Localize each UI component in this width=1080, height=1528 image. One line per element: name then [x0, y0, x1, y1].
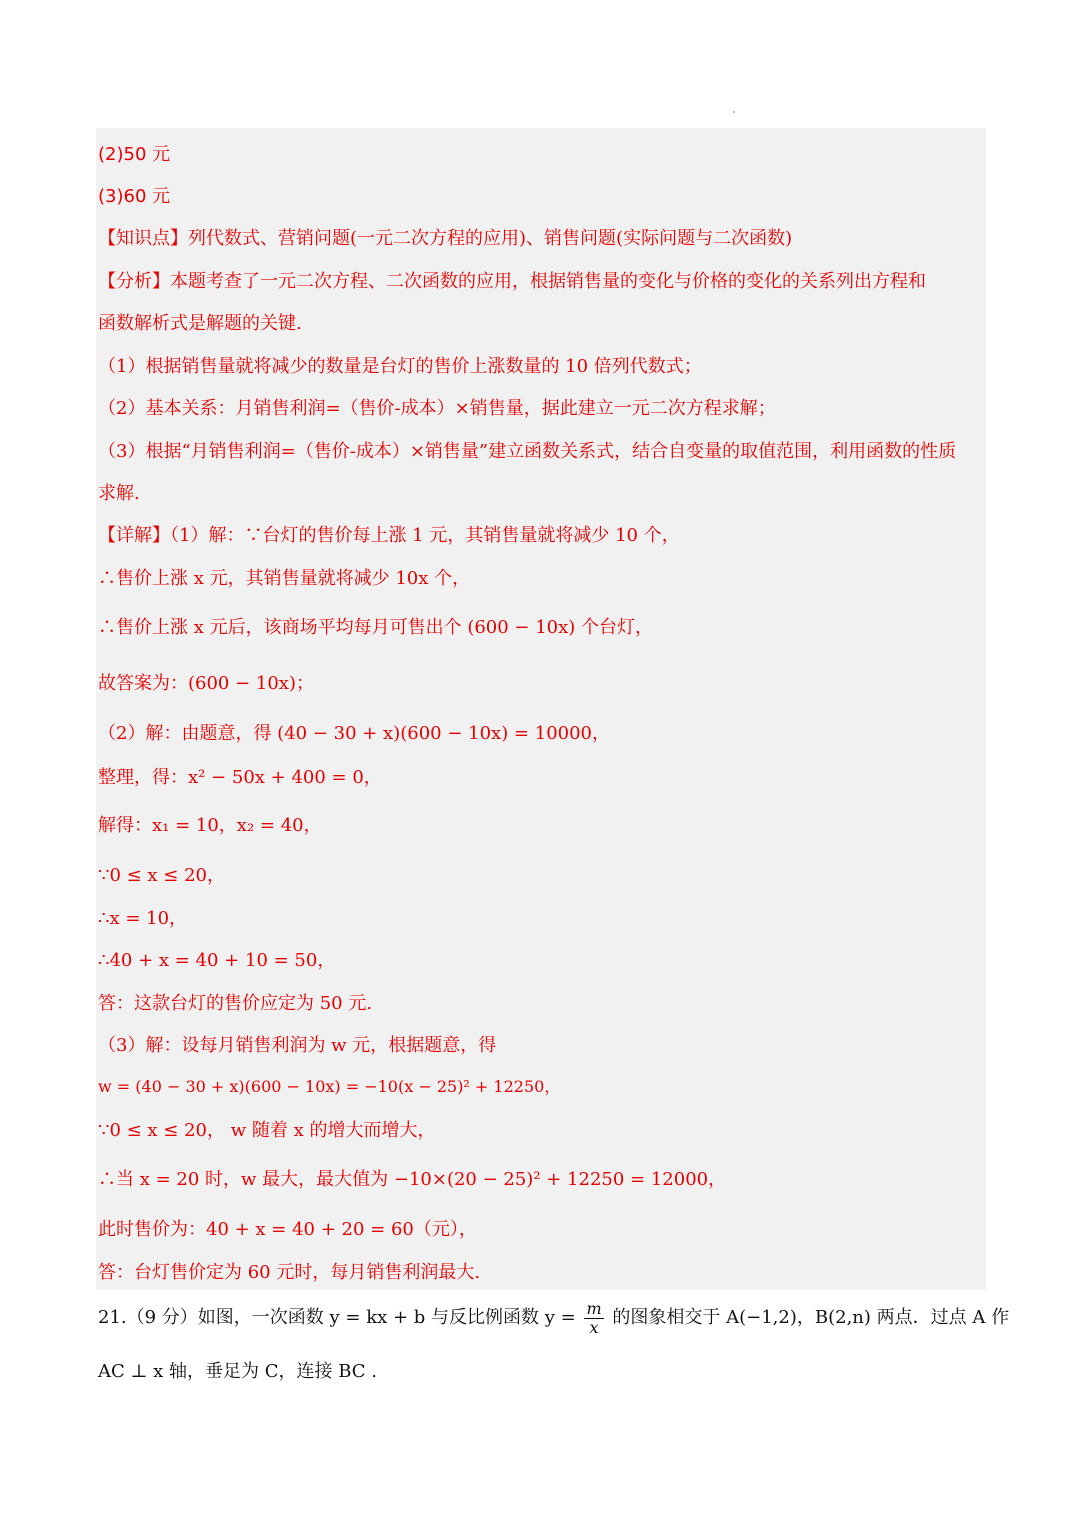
- question-21-line-1: [98, 1300, 1009, 1336]
- question-21-line-2: AC ⊥ x 轴，垂足为 C，连接 BC .: [98, 1361, 378, 1382]
- method-step-1: （1）根据销售量就将减少的数量是台灯的售价上涨数量的 10 倍列代数式；: [98, 356, 702, 377]
- part2-equation: （2）解：由题意，得 (40 − 30 + x)(600 − 10x) = 10000，: [98, 723, 610, 744]
- part3-function: w = (40 − 30 + x)(600 − 10x) = −10(x − 25)² + 12250，: [98, 1077, 561, 1096]
- analysis-line-1: 【分析】本题考查了一元二次方程、二次函数的应用，根据销售量的变化与价格的变化的关系列出方程和: [98, 271, 926, 292]
- fraction-numerator: m: [586, 1299, 602, 1318]
- fraction-m-over-x: [584, 1300, 603, 1336]
- detail-line-3: ∴售价上涨 x 元后，该商场平均每月可售出个 (600 − 10x) 个台灯，: [98, 617, 654, 638]
- question-21-text-b: 的图象相交于 A(−1,2)，B(2,n) 两点．过点 A 作: [612, 1307, 1010, 1329]
- detail-line-2: ∴售价上涨 x 元，其销售量就将减少 10x 个，: [98, 568, 471, 589]
- detail-line-4: 故答案为：(600 − 10x)；: [98, 673, 314, 694]
- part2-answer: 答：这款台灯的售价应定为 50 元.: [98, 993, 373, 1014]
- part3-answer: 答：台灯售价定为 60 元时，每月销售利润最大.: [98, 1262, 481, 1283]
- part3-monotonic: ∵0 ≤ x ≤ 20， w 随着 x 的增大而增大，: [98, 1120, 436, 1141]
- knowledge-points: 【知识点】列代数式、营销问题(一元二次方程的应用)、销售问题(实际问题与二次函数): [98, 228, 793, 249]
- page-mark: [733, 111, 735, 113]
- part3-price: 此时售价为：40 + x = 40 + 20 = 60（元），: [98, 1219, 477, 1240]
- part2-price: ∴40 + x = 40 + 10 = 50，: [98, 950, 336, 971]
- method-step-3-line-2: 求解.: [98, 483, 140, 504]
- part2-choose-x: ∴x = 10，: [98, 908, 188, 929]
- part2-simplify: 整理，得：x² − 50x + 400 = 0，: [98, 767, 382, 788]
- question-21-text-a: 21.（9 分）如图，一次函数 y = kx + b 与反比例函数 y =: [98, 1307, 576, 1329]
- part2-solutions: 解得：x₁ = 10，x₂ = 40，: [98, 815, 322, 836]
- detail-line-1: 【详解】（1）解：∵台灯的售价每上涨 1 元，其销售量就将减少 10 个，: [98, 525, 680, 546]
- part3-setup: （3）解：设每月销售利润为 w 元，根据题意，得: [98, 1035, 497, 1056]
- part2-range: ∵0 ≤ x ≤ 20，: [98, 865, 226, 886]
- part3-maximum: ∴当 x = 20 时，w 最大，最大值为 −10×(20 − 25)² + 12250 = 12000，: [98, 1169, 727, 1190]
- analysis-line-2: 函数解析式是解题的关键.: [98, 313, 302, 334]
- fraction-denominator: x: [589, 1317, 599, 1337]
- method-step-3-line-1: （3）根据“月销售利润=（售价-成本）×销售量”建立函数关系式，结合自变量的取值范围，利用函数的性质: [98, 441, 957, 462]
- answer-part2: (2)50 元: [98, 144, 171, 165]
- method-step-2: （2）基本关系：月销售利润=（售价-成本）×销售量，据此建立一元二次方程求解；: [98, 398, 776, 419]
- answer-part3: (3)60 元: [98, 186, 171, 207]
